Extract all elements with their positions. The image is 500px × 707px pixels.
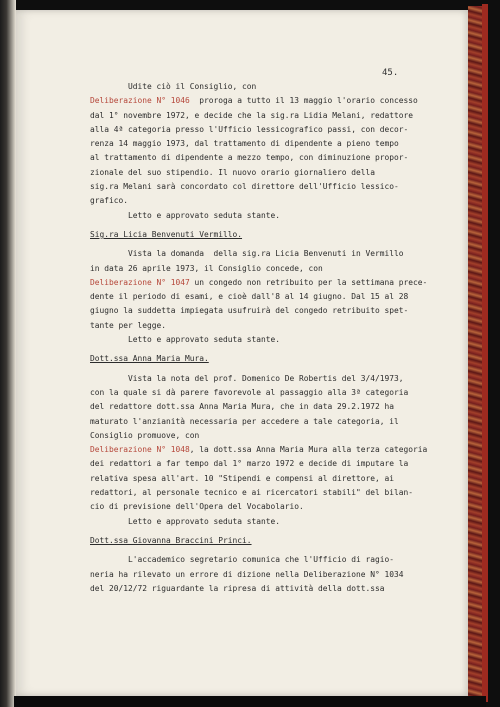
deliberation-number: Deliberazione N° 1047 [90,277,190,287]
text-line: al trattamento di dipendente a mezzo tempo, con diminuzione propor- [90,153,409,163]
section-heading: Dott.ssa Anna Maria Mura. [90,354,209,364]
text-fragment: , la dott.ssa Anna Maria Mura alla terza categoria [189,445,428,455]
text-line: con la quale si dà parere favorevole al passaggio alla 3ª categoria [90,387,409,397]
section-heading: Dott.ssa Giovanna Braccini Princi. [90,535,252,545]
text-line: sig.ra Melani sarà concordato col direttore dell'Ufficio lessico- [90,182,399,192]
book-cover-edge [482,4,488,702]
text-line [90,443,430,457]
text-line: zionale del suo stipendio. Il nuovo orario giornaliero della [90,167,376,177]
scan-background [14,696,486,707]
text-line: Vista la domanda della sig.ra Licia Benvenuti in Vermillo [90,249,404,259]
text-line: alla 4ª categoria presso l'Ufficio lessicografico passi, con decor- [90,124,409,134]
marbled-binding [468,6,482,700]
text-line: Letto e approvato seduta stante. [90,335,281,345]
text-line: dente il periodo di esami, e cioè dall'8 al 14 giugno. Dal 15 al 28 [90,292,409,302]
text-line: tante per legge. [90,320,167,330]
deliberation-number: Deliberazione N° 1046 [90,96,190,106]
text-line: del 20/12/72 riguardante la ripresa di attività della dott.ssa [90,583,385,593]
text-line: L'accademico segretario comunica che l'Ufficio di ragio- [90,555,395,565]
text-line: dal 1° novembre 1972, e decide che la sig.ra Lidia Melani, redattore [90,110,414,120]
text-line: giugno la suddetta impiegata usufruirà del congedo retribuito spet- [90,306,409,316]
text-line [90,94,430,108]
text-line: Udite ciò il Consiglio, con [90,82,257,91]
deliberation-number: Deliberazione N° 1048 [90,445,190,455]
text-line [90,276,430,290]
book-edge [0,0,16,707]
text-line: del redattore dott.ssa Anna Maria Mura, che in data 29.2.1972 ha [90,402,395,412]
text-line: Letto e approvato seduta stante. [90,210,281,220]
document-text [90,80,430,596]
page-number: 45. [382,68,399,78]
text-line: grafico. [90,196,129,206]
text-fragment: proroga a tutto il 13 maggio l'orario concesso [189,96,418,106]
text-line: cio di previsione dell'Opera del Vocabolario. [90,502,304,512]
text-line: maturato l'anzianità necessaria per accedere a tale categoria, il [90,416,399,426]
text-line: neria ha rilevato un errore di dizione nella Deliberazione N° 1034 [90,569,404,579]
text-line: dei redattori a far tempo dal 1° marzo 1972 e decide di imputare la [90,459,409,469]
text-fragment: un congedo non retribuito per la settimana prece- [189,277,428,287]
text-line: relativa spesa all'art. 10 "Stipendi e compensi al direttore, ai [90,473,395,483]
section-heading: Sig.ra Licia Benvenuti Vermillo. [90,229,243,239]
text-line: Vista la nota del prof. Domenico De Robertis del 3/4/1973, [90,373,404,383]
text-line: renza 14 maggio 1973, dal trattamento di dipendente a pieno tempo [90,139,399,149]
text-line: Letto e approvato seduta stante. [90,516,281,526]
text-line: Consiglio promuove, con [90,430,200,440]
text-line: redattori, al personale tecnico e ai ricercatori stabili" del bilan- [90,488,414,498]
text-line: in data 26 aprile 1973, il Consiglio concede, con [90,263,323,273]
